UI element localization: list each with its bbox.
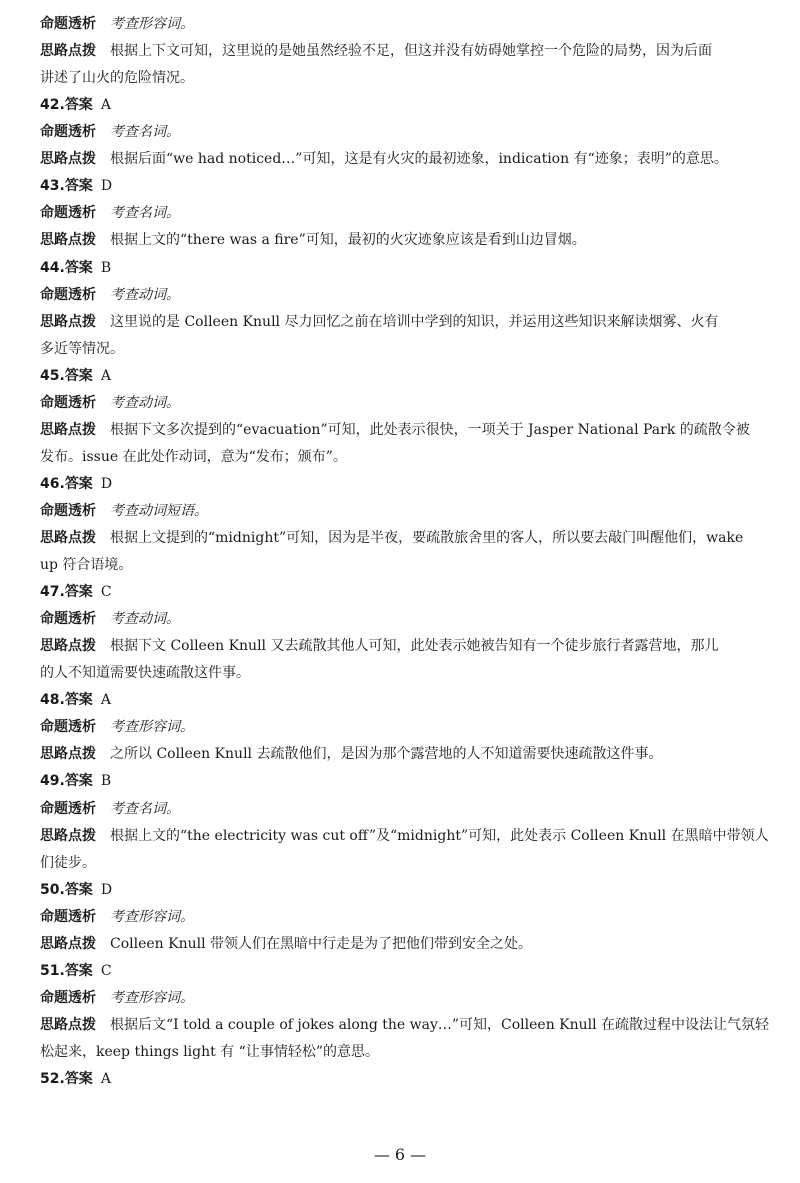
question-number: 48.: [40, 692, 65, 709]
explanation-label: 命题透析: [40, 989, 96, 1006]
explanation-text: 根据后面“we had noticed…”可知，这是有火灾的最初迹象，indication 有“迹象；表明”的意思。: [110, 151, 728, 168]
continuation-text: 讲述了山火的危险情况。: [40, 70, 194, 87]
explanation-continuation: [40, 1042, 379, 1062]
explanation-line: [40, 744, 662, 764]
question-number: 45.: [40, 367, 65, 384]
explanation-text: 考查动词。: [110, 286, 180, 303]
question-number: 46.: [40, 475, 65, 492]
explanation-line: [40, 149, 728, 169]
question-answer-line: [40, 880, 112, 900]
question-answer-line: [40, 961, 112, 981]
explanation-line: [40, 203, 180, 223]
explanation-text: 考查形容词。: [110, 908, 194, 925]
question-number: 49.: [40, 773, 65, 790]
answer-choice: B: [100, 773, 112, 790]
explanation-line: [40, 636, 718, 656]
answer-label: 答案: [64, 692, 93, 709]
answer-label: 答案: [64, 367, 93, 384]
explanation-label: 思路点拨: [40, 232, 96, 249]
explanation-continuation: [40, 663, 250, 683]
explanation-line: [40, 826, 769, 846]
answer-choice: A: [100, 1071, 111, 1087]
explanation-line: [40, 393, 180, 413]
explanation-label: 思路点拨: [40, 43, 96, 59]
explanation-line: [40, 717, 194, 737]
question-number: 51.: [40, 962, 65, 979]
question-answer-line: [40, 258, 111, 278]
explanation-text: 根据下文 Colleen Knull 又去疏散其他人可知，此处表示她被告知有一个徒步旅行者露营地，那儿: [110, 638, 719, 655]
answer-choice: D: [100, 881, 113, 898]
explanation-text: 考查名词。: [110, 205, 180, 222]
explanation-text: 考查名词。: [110, 800, 180, 817]
explanation-line: [40, 528, 743, 548]
continuation-text: 的人不知道需要快速疏散这件事。: [40, 665, 250, 682]
question-answer-line: [40, 771, 111, 791]
answer-choice: D: [100, 475, 113, 492]
explanation-line: [40, 934, 532, 954]
answer-label: 答案: [64, 97, 93, 114]
explanation-text: 考查动词。: [110, 611, 180, 628]
answer-label: 答案: [64, 259, 93, 276]
explanation-line: [40, 14, 194, 34]
explanation-continuation: [40, 853, 96, 873]
continuation-text: 多近等情况。: [40, 340, 124, 357]
answer-choice: C: [100, 584, 112, 601]
question-number: 42.: [40, 97, 65, 114]
explanation-text: 考查名词。: [110, 124, 180, 141]
answer-choice: B: [100, 259, 112, 276]
explanation-text: 根据上文提到的“midnight”可知，因为是半夜，要疏散旅舍里的客人，所以要去敲门叫醒他们，wake: [110, 530, 744, 546]
explanation-text: 考查形容词。: [110, 719, 194, 736]
explanation-continuation: [40, 555, 132, 575]
question-answer-line: [40, 690, 111, 710]
explanation-label: 命题透析: [40, 800, 96, 817]
explanation-label: 命题透析: [40, 502, 96, 519]
explanation-label: 思路点拨: [40, 530, 96, 546]
answer-choice: A: [100, 692, 111, 709]
explanation-label: 思路点拨: [40, 746, 96, 763]
explanation-text: 考查动词。: [110, 394, 180, 411]
explanation-line: [40, 122, 180, 142]
explanation-label: 命题透析: [40, 611, 96, 628]
question-answer-line: [40, 474, 112, 494]
explanation-label: 思路点拨: [40, 1016, 96, 1033]
answer-label: 答案: [64, 1071, 93, 1087]
answer-label: 答案: [64, 962, 93, 979]
explanation-line: [40, 285, 180, 305]
page-number: — 6 —: [373, 1145, 427, 1164]
continuation-text: up 符合语境。: [40, 557, 133, 573]
explanation-label: 思路点拨: [40, 313, 96, 330]
explanation-line: [40, 1015, 769, 1035]
explanation-line: [40, 988, 194, 1008]
question-answer-line: [40, 1069, 111, 1089]
explanation-line: [40, 609, 180, 629]
answer-label: 答案: [64, 881, 93, 898]
answer-label: 答案: [64, 584, 93, 601]
explanation-continuation: [40, 68, 194, 88]
answer-choice: A: [100, 367, 111, 384]
explanation-label: 思路点拨: [40, 638, 96, 655]
explanation-line: [40, 420, 750, 440]
explanation-label: 思路点拨: [40, 421, 96, 438]
answer-label: 答案: [64, 773, 93, 790]
explanation-line: [40, 501, 208, 521]
explanation-text: 根据上下文可知，这里说的是她虽然经验不足，但这并没有妨碍她掌控一个危险的局势，因为后面: [110, 43, 712, 59]
answer-choice: D: [100, 178, 113, 195]
question-number: 47.: [40, 584, 65, 601]
question-number: 52.: [40, 1071, 65, 1087]
answer-choice: A: [100, 97, 111, 114]
explanation-label: 命题透析: [40, 286, 96, 303]
explanation-label: 命题透析: [40, 16, 96, 32]
explanation-label: 命题透析: [40, 908, 96, 925]
explanation-text: 考查形容词。: [110, 989, 194, 1006]
question-number: 44.: [40, 259, 65, 276]
explanation-text: 之所以 Colleen Knull 去疏散他们，是因为那个露营地的人不知道需要快速疏散这件事。: [110, 746, 663, 763]
explanation-continuation: [40, 447, 347, 467]
answer-label: 答案: [64, 178, 93, 195]
question-number: 43.: [40, 178, 65, 195]
explanation-label: 思路点拨: [40, 151, 96, 168]
explanation-line: [40, 41, 712, 61]
answer-label: 答案: [64, 475, 93, 492]
answer-choice: C: [100, 962, 112, 979]
question-answer-line: [40, 582, 112, 602]
question-answer-line: [40, 366, 111, 386]
explanation-label: 命题透析: [40, 205, 96, 222]
continuation-text: 松起来，keep things light 有 “让事情轻松”的意思。: [40, 1043, 379, 1060]
explanation-label: 命题透析: [40, 394, 96, 411]
explanation-text: 考查动词短语。: [110, 502, 208, 519]
explanation-continuation: [40, 339, 124, 359]
explanation-text: 考查形容词。: [110, 16, 194, 32]
explanation-text: 根据上文的“the electricity was cut off”及“midnight”可知，此处表示 Colleen Knull 在黑暗中带领人: [110, 827, 769, 844]
question-number: 50.: [40, 881, 65, 898]
explanation-text: 根据上文的“there was a fire”可知，最初的火灾迹象应该是看到山边冒烟。: [110, 232, 586, 249]
explanation-label: 命题透析: [40, 719, 96, 736]
explanation-line: [40, 907, 194, 927]
explanation-label: 思路点拨: [40, 827, 96, 844]
explanation-text: Colleen Knull 带领人们在黑暗中行走是为了把他们带到安全之处。: [110, 935, 533, 952]
explanation-text: 根据下文多次提到的“evacuation”可知，此处表示很快，一项关于 Jasper National Park 的疏散令被: [110, 421, 750, 438]
explanation-label: 命题透析: [40, 124, 96, 141]
explanation-line: [40, 799, 180, 819]
explanation-text: 这里说的是 Colleen Knull 尽力回忆之前在培训中学到的知识，并运用这些知识来解读烟雾、火有: [110, 313, 719, 330]
continuation-text: 们徒步。: [40, 854, 96, 871]
explanation-label: 思路点拨: [40, 935, 96, 952]
question-answer-line: [40, 176, 112, 196]
continuation-text: 发布。issue 在此处作动词，意为“发布；颁布”。: [40, 448, 347, 465]
explanation-line: [40, 230, 586, 250]
explanation-text: 根据后文“I told a couple of jokes along the way…”可知，Colleen Knull 在疏散过程中设法让气氛轻: [110, 1016, 770, 1033]
question-answer-line: [40, 95, 111, 115]
explanation-line: [40, 312, 718, 332]
